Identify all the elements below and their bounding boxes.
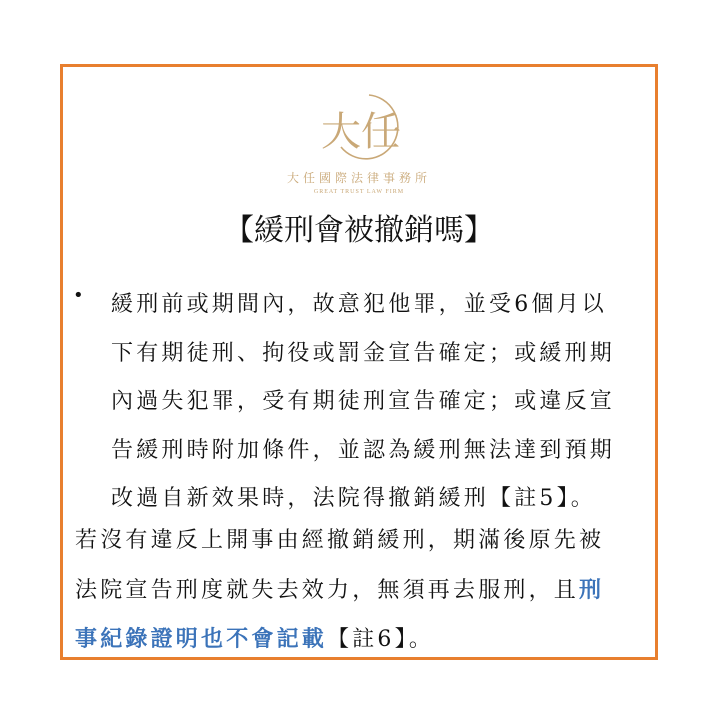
bullet-line: 緩刑前或期間內，故意犯他罪，並受6個月以 [111,292,607,317]
svg-text:大任: 大任 [321,109,401,155]
bullet-line: 下有期徒刑、拘役或罰金宣告確定；或緩刑期 [111,340,616,366]
highlighted-text: 事紀錄證明也不會記載 [75,626,328,652]
paragraph-line [75,566,655,616]
bullet-item [111,281,651,524]
page-title: 【緩刑會被撤銷嗎】 [224,213,494,248]
paragraph-line [75,615,655,665]
bullet-line: 內過失犯罪，受有期徒刑宣告確定；或違反宣 [111,389,616,414]
paragraph-text: 【註6】。 [327,627,435,652]
firm-name: 大任國際法律事務所 [286,171,431,185]
content-card [60,64,658,660]
paragraph-text: 法院宣告刑度就失去效力，無須再去服刑，且 [75,577,580,603]
bullet-line: 告緩刑時附加條件，並認為緩刑無法達到預期 [111,437,616,463]
bullet-line: 改過自新效果時，法院得撤銷緩刑【註5】。 [111,486,596,511]
firm-name-english: GREAT TRUST LAW FIRM [313,189,405,195]
firm-logo-mark [311,87,411,163]
firm-logo [63,87,655,197]
highlighted-text: 刑 [579,576,605,603]
bullet-marker: • [73,285,84,306]
paragraph-line: 若沒有違反上開事由經撤銷緩刑，期滿後原先被 [75,528,605,553]
summary-paragraph [75,517,655,665]
